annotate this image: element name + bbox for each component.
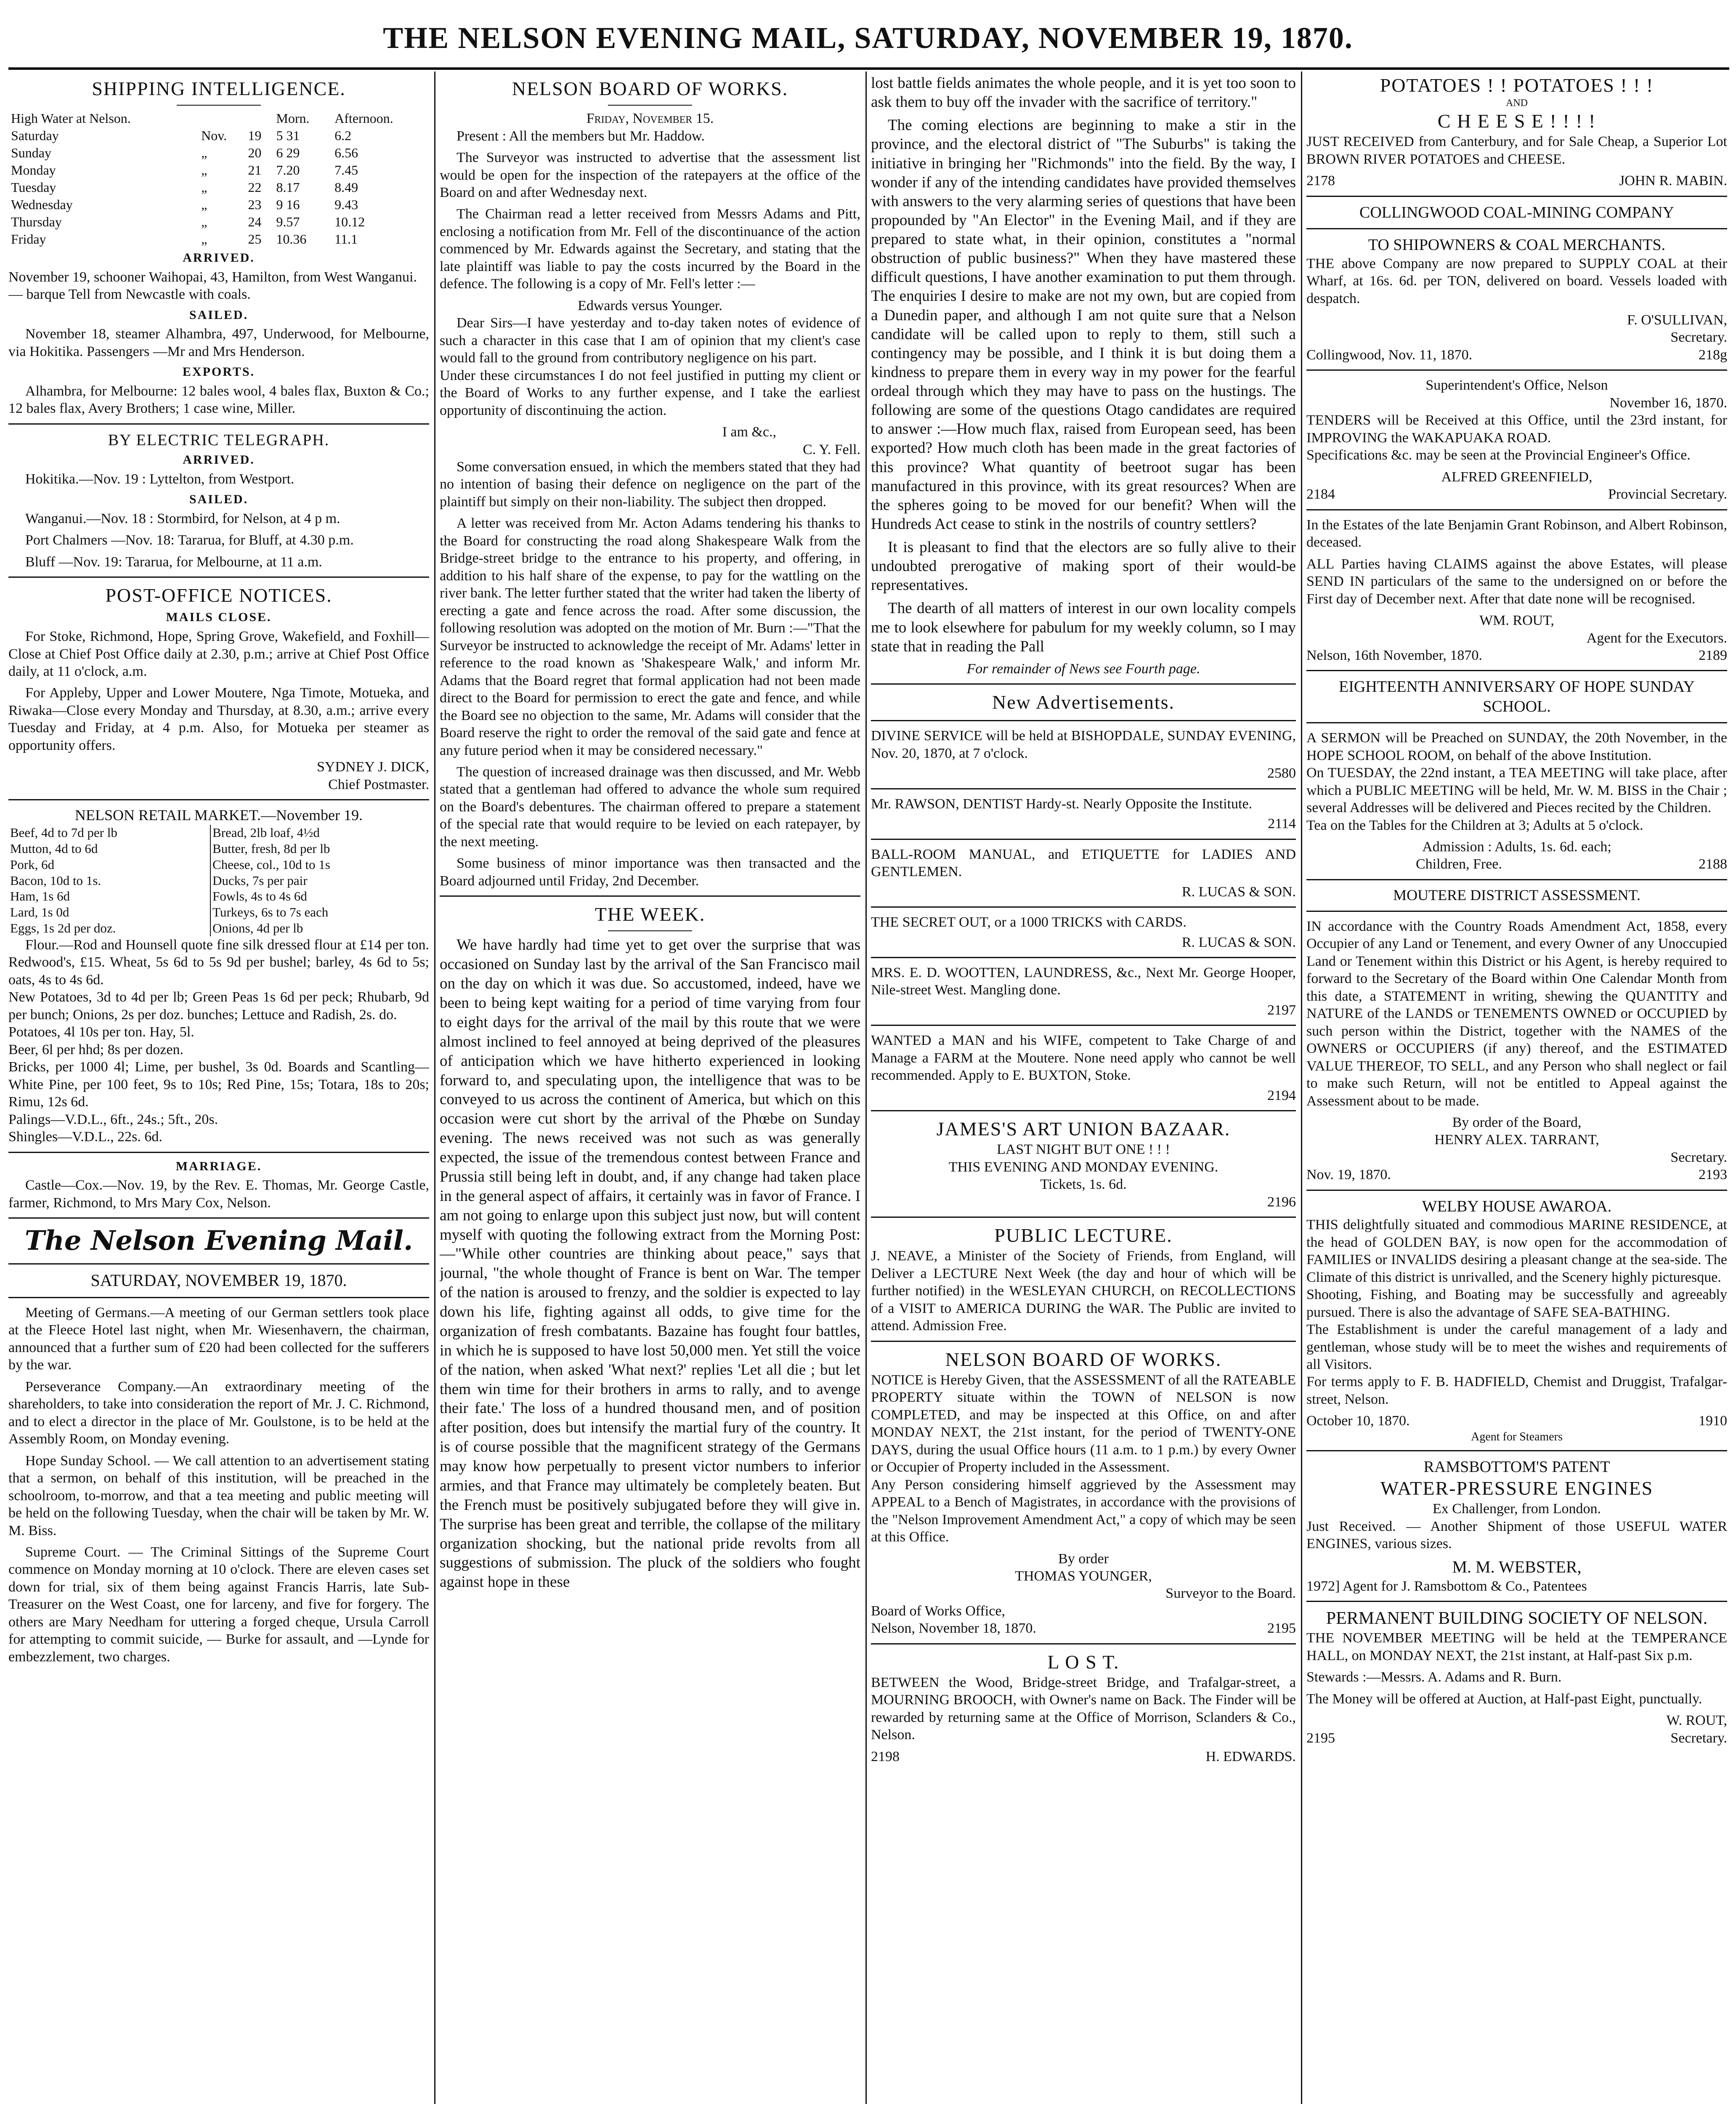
board-paragraph: Some business of minor importance was then transacted and the Board adjourned until Friday, 2nd December. — [440, 855, 860, 889]
market-row — [8, 888, 429, 904]
tide-row — [8, 127, 429, 144]
divider — [1306, 722, 1727, 723]
news-paragraph: Meeting of Germans.—A meeting of our German settlers took place at the Fleece Hotel last night, when Mr. Wiesenhavern, the chairman, announced that a further sum of £20 had been collected for the sufferers by the war. — [8, 1304, 429, 1373]
lecture-text: J. NEAVE, a Minister of the Society of Friends, from England, will Deliver a LECTURE Next Week (the day and hour of which will be further notified) in the WESLEYAN CHURCH, on RECOLLECTIONS of a VISIT to AMERICA DURING the WAR. The Public are invited to attend. Admission Free. — [871, 1248, 1296, 1334]
collingwood-title: COLLINGWOOD COAL-MINING COMPANY — [1359, 203, 1674, 221]
super-sig2: Provincial Secretary. — [1608, 486, 1727, 502]
board-paragraph: The Chairman read a letter received from Messrs Adams and Pitt, enclosing a notification from Mr. Fell of the discontinuance of the action commenced by Mr. Edwards against the Secretary, and stating that the late plaintiff was liable to pay the costs incurred by the Board in the defence. The following is a copy of Mr. Fell's letter :— — [440, 206, 860, 292]
post-p2: For Appleby, Upper and Lower Moutere, Nga Timote, Motueka, and Riwaka—Close every Monday and Thursday, at 8.30, a.m.; arrive every Tuesday and Friday, at 4 p.m. Also, for Motueka per steamer as opportunity offers. — [8, 685, 429, 753]
news-paragraph: Supreme Court. — The Criminal Sittings of the Supreme Court commence on Monday morning at 10 o'clock. There are eleven cases set down for trial, six of them being against Francis Harris, late Sub-Treasurer on the West Coast, one for larceny, and five for forgery. The others are Mary Needham for uttering a forged cheque, Ursula Carroll for attempting to commit suicide, — Burke for assault, and —Lynde for embezzlement, two charges. — [8, 1544, 429, 1665]
exports-heading: EXPORTS. — [182, 365, 255, 379]
board-paragraph: The Surveyor was instructed to advertise that the assessment list would be open for the inspection of the ratepayers at the office of the Board on and after Wednesday next. — [440, 150, 860, 200]
column-4 — [1306, 74, 1727, 2104]
market-cell: Bread, 2lb loaf, 4½d — [212, 825, 320, 840]
telegraph-arrived: Hokitika.—Nov. 19 : Lyttelton, from Westport. — [25, 471, 295, 487]
telegraph-sailed-heading: SAILED. — [189, 492, 249, 507]
week-continued: The dearth of all matters of interest in our own locality compels me to look elsewhere for pabulum for my weekly column, so I may state that in reading the Pall — [871, 600, 1296, 655]
super-text: TENDERS will be Received at this Office, until the 23rd instant, for IMPROVING the WAKAPUAKA ROAD. Specifications &c. may be seen at the Provincial Engineer's Office. — [1306, 412, 1727, 463]
market-rows — [8, 825, 429, 936]
tide-row — [8, 213, 429, 231]
divider — [8, 576, 429, 578]
exports-text: Alhambra, for Melbourne: 12 bales wool, 4 bales flax, Buxton & Co.; 12 bales flax, Avery Brothers; 1 case wine, Miller. — [8, 383, 429, 417]
tide-row — [8, 196, 429, 213]
tide-cell: 9.43 — [334, 197, 358, 213]
board-notice-title: NELSON BOARD OF WORKS. — [945, 1348, 1222, 1370]
ad-rawson: Mr. RAWSON, DENTIST Hardy-st. Nearly Opposite the Institute. — [871, 796, 1253, 812]
board-date: Nelson, November 18, 1870. — [871, 1621, 1036, 1636]
divider — [1306, 369, 1727, 371]
lecture-title: PUBLIC LECTURE. — [994, 1225, 1173, 1246]
tide-cell: 8.49 — [334, 180, 358, 195]
tide-cell: Tuesday — [11, 180, 56, 195]
tide-row — [8, 231, 429, 248]
market-row — [8, 904, 429, 920]
tide-row — [8, 162, 429, 179]
ad-number: 2198 — [871, 1748, 900, 1764]
tide-cell: „ — [201, 197, 207, 213]
tide-cell: 11.1 — [334, 231, 358, 247]
tide-row — [8, 179, 429, 196]
divider — [871, 1643, 1296, 1644]
market-cell: Onions, 4d per lb — [212, 921, 303, 936]
ad-number: 2188 — [1699, 856, 1727, 872]
permanent-stewards: Stewards :—Messrs. A. Adams and R. Burn. — [1306, 1669, 1562, 1685]
tide-header-cell: Morn. — [276, 111, 310, 126]
tide-header — [8, 110, 429, 127]
divider — [1306, 196, 1727, 197]
market-cell: Fowls, 4s to 4s 6d — [212, 889, 307, 904]
tide-cell: „ — [201, 162, 207, 178]
tide-cell: 5 31 — [276, 128, 300, 143]
permanent-money: The Money will be offered at Auction, at Half-past Eight, punctually. — [1306, 1691, 1702, 1707]
estate-sig2: Agent for the Executors. — [1586, 630, 1727, 646]
divider — [608, 105, 692, 106]
sailed-heading: SAILED. — [189, 308, 249, 322]
potatoes-title: POTATOES ! ! POTATOES ! ! ! — [1380, 74, 1654, 96]
board-paragraph: Present : All the members but Mr. Haddow. — [457, 128, 705, 144]
column-rule — [434, 72, 435, 2104]
board-paragraph: Some conversation ensued, in which the members stated that they had no intention of basing their defence on negligence on the part of the plaintiff but simply on their non-liability. The subject then dropped. — [440, 459, 860, 510]
divider — [1306, 879, 1727, 880]
potatoes-footer — [1306, 172, 1727, 189]
board-date-line — [871, 1620, 1296, 1637]
divider — [1306, 228, 1727, 229]
tide-row — [8, 144, 429, 162]
divider — [1306, 1601, 1727, 1602]
hope-admission: Admission : Adults, 1s. 6d. each; — [1422, 839, 1611, 855]
bazaar-title: JAMES'S ART UNION BAZAAR. — [936, 1118, 1231, 1140]
ad-number: 2178 — [1306, 173, 1335, 189]
super-footer — [1306, 486, 1727, 503]
ramsbottom-text: Just Received. — Another Shipment of those USEFUL WATER ENGINES, various sizes. — [1306, 1518, 1727, 1552]
divider — [1306, 911, 1727, 912]
ad-number: 2193 — [1699, 1167, 1727, 1183]
telegraph-sailed: Wanganui.—Nov. 18 : Stormbird, for Nelson, at 4 p m. — [25, 510, 340, 526]
market-cell: Ham, 1s 6d — [8, 888, 210, 904]
market-cell: Mutton, 4d to 6d — [8, 841, 210, 857]
market-cell: Beef, 4d to 7d per lb — [8, 825, 210, 841]
ad-number: 2197 — [1267, 1002, 1296, 1018]
lost-footer — [871, 1748, 1296, 1765]
tide-cell: 9 16 — [276, 197, 300, 213]
tide-cell: 6.56 — [334, 145, 358, 161]
dateline: SATURDAY, NOVEMBER 19, 1870. — [90, 1271, 347, 1290]
telegraph-title: BY ELECTRIC TELEGRAPH. — [108, 431, 330, 449]
market-cell: Bacon, 10d to 1s. — [8, 873, 210, 889]
tide-cell: Sunday — [11, 145, 51, 161]
moutere-sig2: Secretary. — [1670, 1149, 1727, 1165]
ad-wanted: WANTED a MAN and his WIFE, competent to Take Charge of and Manage a FARM at the Moutere. None need apply who cannot be well recommended. Apply to E. BUXTON, Stoke. — [871, 1033, 1296, 1084]
tide-header-cell — [245, 110, 273, 127]
post-sig2: Chief Postmaster. — [328, 776, 429, 792]
tide-cell: „ — [201, 180, 207, 195]
market-cell: Pork, 6d — [8, 857, 210, 873]
divider — [871, 720, 1296, 721]
ad-number: 2580 — [1267, 765, 1296, 781]
ad-divine: DIVINE SERVICE will be held at BISHOPDALE, SUNDAY EVENING, Nov. 20, 1870, at 7 o'clock. — [871, 728, 1296, 761]
hope-admission-2: Children, Free. — [1416, 856, 1502, 872]
tide-header-cell: High Water at Nelson. — [11, 111, 131, 126]
tide-cell: 7.20 — [276, 162, 300, 178]
telegraph-sailed: Bluff —Nov. 19: Tararua, for Melbourne, at 11 a.m. — [25, 554, 322, 570]
bazaar-line: Tickets, 1s. 6d. — [1040, 1177, 1127, 1193]
collingwood-footer — [1306, 346, 1727, 364]
bazaar-line: THIS EVENING AND MONDAY EVENING. — [948, 1159, 1218, 1175]
tide-rows — [8, 127, 429, 248]
tide-header-cell — [199, 110, 245, 127]
moutere-text: IN accordance with the Country Roads Amendment Act, 1858, every Occupier of any Land or Tenement, and every Owner of any Unoccupied Land or Tenement within this District or his Agent, is hereby required to forward to the Secretary of the Board within One Calendar Month from this date, a STATEMENT in writing, shewing the QUANTITY and NATURE of the LANDS or TENEMENTS OWNED or OCCUPIED by such person within the District, together with the NAMES of the OWNERS or OCCUPIERS (if any) thereof, and the ESTIMATED VALUE THEREOF, TO SELL, and any Person who shall neglect or fail to make such Return, will not be entitled to Appeal against the Assessment about to be made. — [1306, 918, 1727, 1109]
divider — [1306, 1450, 1727, 1451]
market-cell: Lard, 1s 0d — [8, 904, 210, 920]
and-text: AND — [1506, 98, 1528, 109]
collingwood-sig2: Secretary. — [1670, 329, 1727, 345]
tide-cell: 24 — [248, 214, 262, 230]
letter-close: I am &c., — [722, 424, 776, 440]
estate-text: ALL Parties having CLAIMS against the above Estates, will please SEND IN particulars of the same to the undersigned on or before the First day of December next. After that date none will be recognised. — [1306, 556, 1727, 607]
permanent-text: THE NOVEMBER MEETING will be held at the TEMPERANCE HALL, on MONDAY NEXT, the 21st instant, at Half-past Six p.m. — [1306, 1630, 1727, 1663]
cheese-title: C H E E S E ! ! ! ! — [1437, 110, 1596, 132]
tide-cell: 7.45 — [334, 162, 358, 178]
permanent-sig2: Secretary. — [1670, 1730, 1727, 1746]
ramsbottom-title-2: WATER-PRESSURE ENGINES — [1380, 1477, 1654, 1499]
arrived-heading: ARRIVED. — [183, 251, 255, 265]
lost-text: BETWEEN the Wood, Bridge-street Bridge, and Trafalgar-street, a MOURNING BROOCH, with Owner's name on Back. The Finder will be rewarded by returning same at the Office of Morrison, Sclanders & Co., Nelson. — [871, 1674, 1296, 1743]
ramsbottom-sub: Ex Challenger, from London. — [1433, 1501, 1601, 1517]
divider — [8, 1263, 429, 1265]
permanent-footer — [1306, 1729, 1727, 1747]
tide-cell: Wednesday — [11, 197, 73, 213]
board-sig2: Surveyor to the Board. — [1165, 1586, 1296, 1602]
divider — [871, 1110, 1296, 1111]
edwards-heading: Edwards versus Younger. — [578, 298, 722, 313]
divider — [8, 1217, 429, 1219]
tide-cell: 10.12 — [334, 214, 365, 230]
column-2 — [440, 74, 860, 2104]
divider — [1306, 509, 1727, 510]
estate-date: Nelson, 16th November, 1870. — [1306, 647, 1482, 663]
tide-cell: Friday — [11, 231, 46, 247]
news-paragraph: Hope Sunday School. — We call attention to an advertisement stating that a sermon, on behalf of this institution, will be preached in the schoolroom, to-morrow, and that a tea meeting and public meeting will be held on the following Tuesday, when the chair will be taken by Mr. W. M. Biss. — [8, 1453, 429, 1538]
tide-cell: 8.17 — [276, 180, 300, 195]
market-cell: Butter, fresh, 8d per lb — [212, 841, 330, 856]
board-title: NELSON BOARD OF WORKS. — [512, 78, 788, 99]
tide-cell: Monday — [11, 162, 56, 178]
ramsbottom-sig: M. M. WEBSTER, — [1452, 1557, 1582, 1576]
continued-note: For remainder of News see Fourth page. — [966, 661, 1200, 677]
moutere-date: Nov. 19, 1870. — [1306, 1167, 1391, 1183]
ramsbottom-line: 1972] Agent for J. Ramsbottom & Co., Patentees — [1306, 1578, 1587, 1594]
ad-number: 218g — [1699, 347, 1727, 363]
divider — [871, 906, 1296, 908]
divider — [871, 1025, 1296, 1026]
divider — [871, 1217, 1296, 1218]
divider — [8, 799, 429, 800]
tide-cell: 20 — [248, 145, 262, 161]
permanent-sig: W. ROUT, — [1666, 1713, 1727, 1729]
week-continued: lost battle fields animates the whole people, and it is yet too soon to ask them to buy off the invader with the sacrifice of territory." — [871, 74, 1296, 111]
ad-number: 2189 — [1699, 647, 1727, 663]
market-row — [8, 825, 429, 841]
marriage-text: Castle—Cox.—Nov. 19, by the Rev. E. Thomas, Mr. George Castle, farmer, Richmond, to Mrs Mary Cox, Nelson. — [8, 1177, 429, 1211]
ad-number: 2196 — [1267, 1194, 1296, 1210]
tide-cell: Thursday — [11, 214, 62, 230]
ramsbottom-title: RAMSBOTTOM'S PATENT — [1423, 1458, 1610, 1476]
tide-cell: 22 — [248, 180, 262, 195]
lost-sig: H. EDWARDS. — [1205, 1748, 1296, 1764]
ad-number: 2184 — [1306, 486, 1335, 502]
bazaar-line: LAST NIGHT BUT ONE ! ! ! — [997, 1142, 1170, 1158]
column-1 — [8, 74, 429, 2104]
divider — [608, 930, 692, 931]
marriage-title: MARRIAGE. — [175, 1159, 262, 1173]
collingwood-date: Collingwood, Nov. 11, 1870. — [1306, 347, 1473, 363]
tide-cell: „ — [201, 231, 207, 247]
divider — [871, 1341, 1296, 1342]
divider — [440, 895, 860, 897]
post-sig: SYDNEY J. DICK, — [317, 759, 429, 775]
divider — [8, 1152, 429, 1153]
tide-cell: „ — [201, 214, 207, 230]
market-cell: Turkeys, 6s to 7s each — [212, 905, 329, 920]
ad-number: 2114 — [1268, 816, 1296, 832]
market-rest: Flour.—Rod and Hounsell quote fine silk dressed flour at £14 per ton. Redwood's, £15. Wheat, 5s 6d to 5s 9d per bushel; barley, 4s 6d to 5s; oats, 4s to 4s 6d. New Potatoes, 3d to 4d per lb; Green Peas 1s 6d per peck; Rhubarb, 9d per bunch; Onions, 2s per doz. bunches; Lettuce and Radish, 2s. do. Potatoes, 4l 10s per ton. Hay, 5l. Beer, 6l per hhd; 8s per dozen. Bricks, per 1000 4l; Lime, per bushel, 3s 0d. Boards and Scantling—White Pine, per 100 feet, 9s to 10s; Red Pine, 15s; Totara, 18s to 20s; Rimu, 12s 6d. Palings—V.D.L., 6ft., 24s.; 5ft., 20s. Shingles—V.D.L., 22s. 6d. — [8, 937, 429, 1145]
estate-sig: WM. ROUT, — [1479, 613, 1554, 629]
market-cell: Eggs, 1s 2d per doz. — [8, 920, 210, 936]
potatoes-sig: JOHN R. MABIN. — [1619, 173, 1727, 189]
tide-cell: 25 — [248, 231, 262, 247]
arrived-text: November 19, schooner Waihopai, 43, Hamilton, from West Wanganui. — barque Tell from Newcastle with coals. — [8, 269, 417, 303]
divider — [1306, 1190, 1727, 1191]
market-row — [8, 873, 429, 889]
column-rule — [865, 72, 867, 2104]
tide-cell: „ — [201, 145, 207, 161]
market-table — [8, 825, 429, 936]
welby-agent: Agent for Steamers — [1471, 1430, 1563, 1443]
column-3 — [871, 74, 1296, 2104]
ad-signature: R. LUCAS & SON. — [1181, 884, 1296, 900]
super-head: Superintendent's Office, Nelson — [1425, 377, 1608, 393]
tide-cell: 21 — [248, 162, 262, 178]
ad-number: 2195 — [1267, 1621, 1296, 1636]
column-rule — [1301, 72, 1302, 2104]
market-cell: Cheese, col., 10d to 1s — [212, 857, 330, 872]
masthead-rule — [8, 67, 1729, 70]
ad-number: 2195 — [1306, 1730, 1335, 1746]
welby-title: WELBY HOUSE AWAROA. — [1422, 1197, 1612, 1215]
estate-footer — [1306, 647, 1727, 664]
tide-cell: 23 — [248, 197, 262, 213]
sailed-text: November 18, steamer Alhambra, 497, Underwood, for Melbourne, via Hokitika. Passengers —Mr and Mrs Henderson. — [8, 326, 429, 359]
moutere-sig: HENRY ALEX. TARRANT, — [1434, 1132, 1599, 1148]
board-paragraph: A letter was received from Mr. Acton Adams tendering his thanks to the Board for constructing the road along Shakespeare Walk from the Bridge-street bridge to the entrance to his property, and offering, in addition to his half share of the expense, to pay for the wattling on the river bank. The letter further stated that the writer had taken the liberty of erecting a gate and fence across the road. After some discussion, the following resolution was adopted on the motion of Mr. Burn :—"That the Surveyor be instructed to acknowledge the receipt of Mr. Adams' letter in reference to the road known as 'Shakespeare Walk,' and inform Mr. Adams that the Board regret that formal application had not been made direct to the Board for permission to erect the gate and fence, and while the Board see no objection to the same, Mr. Adams will consider that the Board reserve the right to order the removal of the said gate and fence at any future period when it may be considered necessary." — [440, 515, 860, 758]
divider — [177, 105, 261, 106]
board-date: Friday, November 15. — [586, 111, 714, 127]
moutere-by: By order of the Board, — [1452, 1114, 1582, 1130]
nameplate: The Nelson Evening Mail. — [24, 1225, 413, 1257]
post-p1: For Stoke, Richmond, Hope, Spring Grove, Wakefield, and Foxhill—Close at Chief Post Office daily at 2.30, p.m.; arrive at Chief Post Office daily, at 11 o'clock, a.m. — [8, 629, 429, 680]
board-by: By order — [1058, 1551, 1109, 1567]
welby-footer — [1306, 1412, 1727, 1429]
telegraph-arrived-heading: ARRIVED. — [183, 453, 255, 467]
board-office: Board of Works Office, — [871, 1603, 1005, 1619]
ad-number: 1910 — [1699, 1413, 1727, 1429]
divider — [8, 423, 429, 425]
super-date: November 16, 1870. — [1609, 395, 1727, 411]
hope-text: A SERMON will be Preached on SUNDAY, the 20th November, in the HOPE SCHOOL ROOM, on behalf of the above Institution. On TUESDAY, the 22nd instant, a TEA MEETING will take place, after which a PUBLIC MEETING will be held, Mr. W. M. BISS in the Chair ; several Addresses will be delivered and Pieces recited by the Children. Tea on the Tables for the Children at 3; Adults at 5 o'clock. — [1306, 730, 1727, 833]
telegraph-sailed: Port Chalmers —Nov. 18: Tararua, for Bluff, at 4.30 p.m. — [25, 532, 354, 548]
ad-secret: THE SECRET OUT, or a 1000 TRICKS with CARDS. — [871, 914, 1187, 930]
hope-footer — [1306, 855, 1727, 873]
ad-wootten: MRS. E. D. WOOTTEN, LAUNDRESS, &c., Next Mr. George Hooper, Nile-street West. Mangling done. — [871, 965, 1296, 998]
tide-cell: 10.36 — [276, 231, 307, 247]
tide-cell: 9.57 — [276, 214, 300, 230]
divider — [871, 788, 1296, 789]
tide-header-cell: Afternoon. — [334, 111, 393, 126]
market-row — [8, 920, 429, 936]
welby-date: October 10, 1870. — [1306, 1413, 1410, 1429]
market-cell: Ducks, 7s per pair — [212, 873, 308, 888]
hope-title: EIGHTEENTH ANNIVERSARY OF HOPE SUNDAY SCHOOL. — [1339, 678, 1695, 715]
tide-table — [8, 110, 429, 248]
news-paragraph: Perseverance Company.—An extraordinary meeting of the shareholders, to take into consideration the report of Mr. J. C. Richmond, and to elect a director in the place of Mr. Goulstone, is to be held at the Assembly Room, on Monday evening. — [8, 1379, 429, 1447]
divider — [8, 1297, 429, 1298]
ad-number: 2194 — [1267, 1087, 1296, 1103]
ad-signature: R. LUCAS & SON. — [1181, 934, 1296, 950]
letter-sig: C. Y. Fell. — [803, 441, 860, 457]
week-title: THE WEEK. — [595, 903, 706, 925]
divider — [871, 839, 1296, 840]
moutere-title: MOUTERE DISTRICT ASSESSMENT. — [1393, 886, 1640, 903]
tide-cell: 6.2 — [334, 128, 352, 143]
tide-cell: 19 — [248, 128, 262, 143]
permanent-title: PERMANENT BUILDING SOCIETY OF NELSON. — [1326, 1609, 1708, 1628]
potatoes-text: JUST RECEIVED from Canterbury, and for Sale Cheap, a Superior Lot BROWN RIVER POTATOES and CHEESE. — [1306, 134, 1727, 167]
collingwood-sub: TO SHIPOWNERS & COAL MERCHANTS. — [1368, 236, 1666, 254]
board-paragraph: The question of increased drainage was then discussed, and Mr. Webb stated that a gentleman had offered to advance the whole sum required on the Board's debentures. The chairman offered to prepare a statement of the special rate that would require to be levied on each ratepayer, by the next meeting. — [440, 764, 860, 850]
board-sig: THOMAS YOUNGER, — [1015, 1568, 1152, 1584]
fell-letter: Dear Sirs—I have yesterday and to-day taken notes of evidence of such a character in this case that I am of opinion that my client's case would fall to the ground from contributory negligence on his part. Under these circumstances I do not feel justified in putting my client or the Board of Works to any further expense, and I take the earliest opportunity of discontinuing the action. — [440, 315, 860, 418]
post-title: POST-OFFICE NOTICES. — [105, 584, 332, 606]
market-row — [8, 857, 429, 873]
divider — [871, 957, 1296, 958]
tide-cell: Saturday — [11, 128, 59, 143]
lost-title: L O S T. — [1047, 1651, 1120, 1673]
collingwood-sig: F. O'SULLIVAN, — [1627, 312, 1727, 328]
new-ads-title: New Advertisements. — [992, 691, 1175, 713]
ad-ballroom: BALL-ROOM MANUAL, and ETIQUETTE for LADIES AND GENTLEMEN. — [871, 846, 1296, 880]
super-sig: ALFRED GREENFIELD, — [1441, 469, 1593, 485]
divider — [1306, 670, 1727, 671]
welby-text: THIS delightfully situated and commodious MARINE RESIDENCE, at the head of GOLDEN BAY, is now open for the accommodation of FAMILIES or INVALIDS desiring a pleasant change at the sea-side. The Climate of this district is unrivalled, and the Scenery highly picturesque. Shooting, Fishing, and Boating may be successfully and agreeably pursued. There is also the advantage of SAFE SEA-BATHING. The Establishment is under the careful management of a lady and gentleman, whose study will be to meet the wishes and requirements of all Visitors. For terms apply to F. B. HADFIELD, Chemist and Druggist, Trafalgar-street, Nelson. — [1306, 1217, 1727, 1407]
tide-cell: 6 29 — [276, 145, 300, 161]
divider — [871, 683, 1296, 685]
masthead: THE NELSON EVENING MAIL, SATURDAY, NOVEMBER 19, 1870. — [383, 21, 1353, 55]
market-row — [8, 841, 429, 857]
shipping-title: SHIPPING INTELLIGENCE. — [92, 78, 346, 99]
week-continued: It is pleasant to find that the electors are so fully alive to their undoubted prerogative of making sport of their would-be representatives. — [871, 539, 1296, 594]
board-notice-text: NOTICE is Hereby Given, that the ASSESSMENT of all the RATEABLE PROPERTY situate within the TOWN of NELSON is now COMPLETED, and may be inspected at this Office, on and after MONDAY NEXT, the 21st instant, for the period of TWENTY-ONE DAYS, during the usual Office hours (11 a.m. to 1 p.m.) by every Owner or Occupier of Property included in the Assessment. Any Person considering himself aggrieved by the Assessment may APPEAL to a Bench of Magistrates, in accordance with the provisions of the "Nelson Improvement Amendment Act," a copy of which may be seen at this Office. — [871, 1372, 1296, 1545]
tide-cell: Nov. — [201, 128, 227, 143]
moutere-footer — [1306, 1166, 1727, 1183]
post-sub: MAILS CLOSE. — [166, 610, 272, 624]
estate-head: In the Estates of the late Benjamin Grant Robinson, and Albert Robinson, deceased. — [1306, 517, 1727, 550]
week-continued: The coming elections are beginning to make a stir in the province, and the electoral district of "The Suburbs" is taking the initiative in bringing her "Richmonds" into the field. By the way, I wonder if any of the intending candidates have provided themselves with answers to the very alarming series of questions that have been propounded by "An Elector" in the Evening Mail, and if they are prepared to state what, in their opinion, constitutes a "normal obstruction of public business?" When they have mastered these difficult questions, I have another examination to put them through. The enquiries I desire to make are not my own, but are copied from a Dunedin paper, and although I am not quite sure that a Nelson candidate will be called upon to reply to them, still such a contingency may be possible, and I think it is but doing them a kindness to prepare them in every way in my power for the fearful ordeal through which they may have to pass on the hustings. The following are some of the questions Otago candidates are required to answer :—How much flax, raised from European seed, has been exported? How much cloth has been made in the great factories of this province? What quantity of beetroot sugar has been manufactured in this province, with its great resources? When are the spheres going to be moved for our benefit? When will the Hundreds Act cease to stink in the nostrils of country settlers? — [871, 117, 1296, 533]
collingwood-text: THE above Company are now prepared to SUPPLY COAL at their Wharf, at 16s. 6d. per TON, delivered on board. Vessels loaded with despatch. — [1306, 255, 1727, 306]
market-title: NELSON RETAIL MARKET.—November 19. — [74, 807, 363, 824]
week-paragraph: We have hardly had time yet to get over the surprise that was occasioned on Sunday last by the arrival of the San Francisco mail on the day on which it was due. So accustomed, indeed, have we been to being kept waiting for a period of time varying from four to eight days for the arrival of the mail by this route that we were almost inclined to feel annoyed at being deprived of the pleasures of anticipation which we have hitherto experienced in looking forward to, and speculating upon, the intelligence that was to be conveyed to us across the continent of America, but which on this occasion were cut short by the arrival of the Phœbe on Sunday evening. The news received was not such as was generally expected, the issue of the tremendous contest between France and Prussia still being left in doubt, and, if any change had taken place in the general aspect of affairs, it certainly was in favor of France. I am not going to enlarge upon this subject just now, but will content myself with quoting the following extract from the Morning Post:—"While other countries are thinking about peace," says that journal, "the whole thought of France is bent on War. The temper of the nation is aroused to frenzy, and the soldier is expected to lay down his life, fighting against all odds, to give time for the organization of fresh combatants. Bazaine has fought four battles, in which he is supposed to have lost 50,000 men. Yet still the voice of the nation, when asked 'What next?' replies 'Let all die ; but let them win time for their brothers in arms to rally, and to avenge their fate.' The loss of a hundred thousand men, and of position after position, does but intensify the martial fury of the country. It is of course possible that the magnificent strategy of the Germans may know how perpetually to present victor numbers to inferior armies, and that France may ultimately be completely beaten. But the French must be positively subjugated before they will give in. The surprise has been great and terrible, the collapse of the military organization shocking, but the national pride revolts from all suggestions of submission. The pluck of the soldiers who fought against hope in these — [440, 936, 860, 1591]
